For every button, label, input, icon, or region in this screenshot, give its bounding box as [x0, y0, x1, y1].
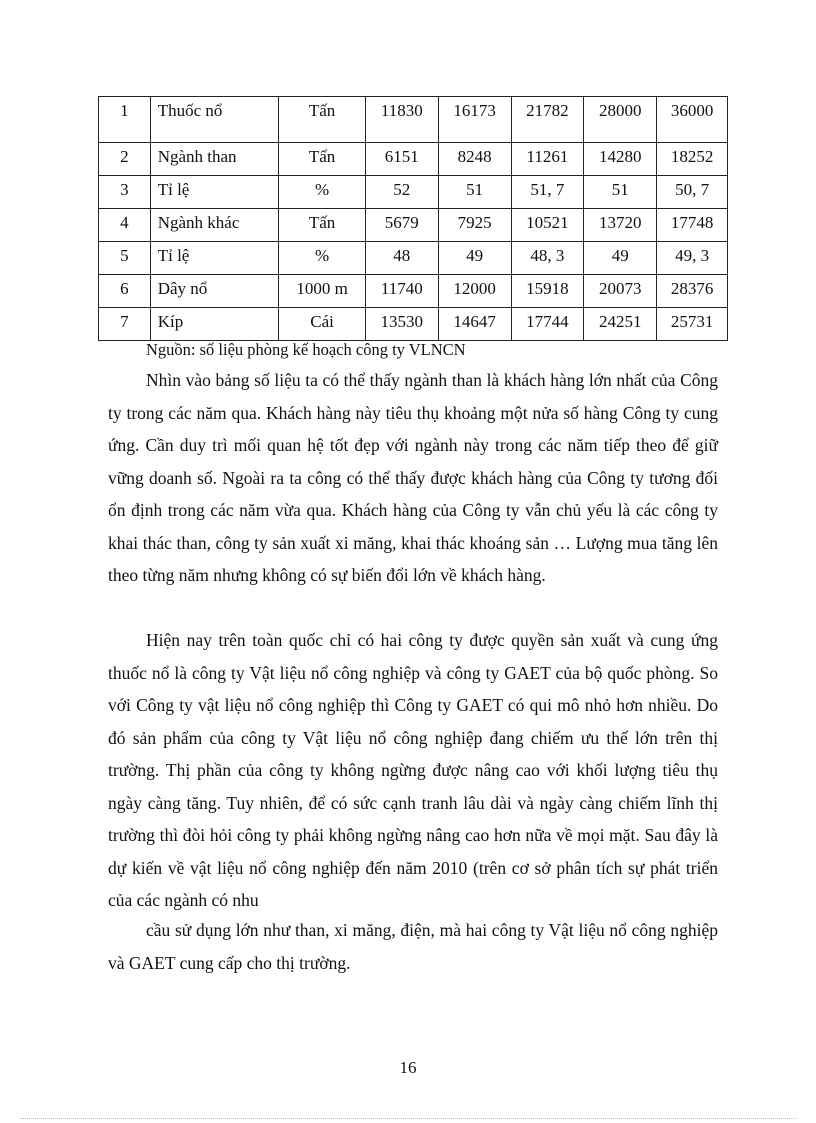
- row-number-cell: 4: [99, 209, 151, 242]
- value-cell: 36000: [657, 97, 728, 143]
- row-number-cell: 3: [99, 176, 151, 209]
- table-row: [99, 209, 728, 242]
- value-cell: 18252: [657, 143, 728, 176]
- value-cell: 49, 3: [657, 242, 728, 275]
- value-cell: 12000: [438, 275, 511, 308]
- row-number-cell: 7: [99, 308, 151, 341]
- item-name-cell: Tỉ lệ: [150, 242, 279, 275]
- table-row: [99, 275, 728, 308]
- value-cell: 28000: [584, 97, 657, 143]
- table-row: [99, 143, 728, 176]
- paragraph-3: [108, 914, 718, 979]
- unit-cell: 1000 m: [279, 275, 366, 308]
- value-cell: 20073: [584, 275, 657, 308]
- value-cell: 51: [584, 176, 657, 209]
- value-cell: 10521: [511, 209, 584, 242]
- value-cell: 28376: [657, 275, 728, 308]
- value-cell: 16173: [438, 97, 511, 143]
- paragraph-1-text: Nhìn vào bảng số liệu ta có thể thấy ngành than là khách hàng lớn nhất của Công ty trong các năm qua. Khách hàng này tiêu thụ khoảng một nửa số hàng Công ty cung ứng. Cần duy trì mối quan hệ tốt đẹp với ngành này trong các năm tiếp theo để giữ vững doanh số. Ngoài ra ta công có thể thấy được khách hàng của Công ty tương đối ổn định trong các năm vừa qua. Khách hàng của Công ty vẫn chủ yếu là các công ty khai thác than, công ty sản xuất xi măng, khai thác khoáng sản … Lượng mua tăng lên theo từng năm nhưng không có sự biến đổi lớn về khách hàng.: [108, 370, 718, 585]
- value-cell: 14647: [438, 308, 511, 341]
- page-number: 16: [399, 1058, 417, 1077]
- value-cell: 11740: [365, 275, 438, 308]
- value-cell: 14280: [584, 143, 657, 176]
- row-number-cell: 5: [99, 242, 151, 275]
- paragraph-1: [108, 364, 718, 592]
- value-cell: 7925: [438, 209, 511, 242]
- value-cell: 25731: [657, 308, 728, 341]
- value-cell: 48: [365, 242, 438, 275]
- paragraph-2: [108, 624, 718, 917]
- value-cell: 21782: [511, 97, 584, 143]
- item-name-cell: Dây nổ: [150, 275, 279, 308]
- paragraph-3-text: cầu sử dụng lớn như than, xi măng, điện, mà hai công ty Vật liệu nổ công nghiệp và GAET cung cấp cho thị trường.: [108, 920, 718, 973]
- value-cell: 8248: [438, 143, 511, 176]
- page-bottom-rule: [20, 1118, 796, 1119]
- value-cell: 11261: [511, 143, 584, 176]
- value-cell: 48, 3: [511, 242, 584, 275]
- row-number-cell: 1: [99, 97, 151, 143]
- value-cell: 50, 7: [657, 176, 728, 209]
- unit-cell: Tấn: [279, 97, 366, 143]
- value-cell: 15918: [511, 275, 584, 308]
- value-cell: 52: [365, 176, 438, 209]
- value-cell: 6151: [365, 143, 438, 176]
- row-number-cell: 6: [99, 275, 151, 308]
- value-cell: 11830: [365, 97, 438, 143]
- item-name-cell: Tỉ lệ: [150, 176, 279, 209]
- value-cell: 51: [438, 176, 511, 209]
- value-cell: 17748: [657, 209, 728, 242]
- item-name-cell: Thuốc nổ: [150, 97, 279, 143]
- value-cell: 13530: [365, 308, 438, 341]
- unit-cell: %: [279, 176, 366, 209]
- item-name-cell: Ngành khác: [150, 209, 279, 242]
- unit-cell: Tấn: [279, 209, 366, 242]
- value-cell: 49: [584, 242, 657, 275]
- value-cell: 13720: [584, 209, 657, 242]
- row-number-cell: 2: [99, 143, 151, 176]
- value-cell: 49: [438, 242, 511, 275]
- unit-cell: %: [279, 242, 366, 275]
- table-row: [99, 97, 728, 143]
- unit-cell: Cái: [279, 308, 366, 341]
- table-row: [99, 176, 728, 209]
- data-table: [98, 96, 728, 341]
- table-source-note: Nguồn: số liệu phòng kế hoạch công ty VLNCN: [146, 340, 466, 359]
- unit-cell: Tấn: [279, 143, 366, 176]
- value-cell: 17744: [511, 308, 584, 341]
- item-name-cell: Ngành than: [150, 143, 279, 176]
- value-cell: 51, 7: [511, 176, 584, 209]
- value-cell: 24251: [584, 308, 657, 341]
- value-cell: 5679: [365, 209, 438, 242]
- paragraph-2-text: Hiện nay trên toàn quốc chỉ có hai công ty được quyền sản xuất và cung ứng thuốc nổ là công ty Vật liệu nổ công nghiệp và công ty GAET của bộ quốc phòng. So với Công ty vật liệu nổ công nghiệp thì Công ty GAET có qui mô nhỏ hơn nhiều. Do đó sản phẩm của công ty Vật liệu nổ công nghiệp đang chiếm ưu thế lớn trên thị trường. Thị phần của công ty không ngừng được nâng cao với khối lượng tiêu thụ ngày càng tăng. Tuy nhiên, để có sức cạnh tranh lâu dài và ngày càng chiếm lĩnh thị trường thì đòi hỏi công ty phải không ngừng nâng cao hơn nữa về mọi mặt. Sau đây là dự kiến về vật liệu nổ công nghiệp đến năm 2010 (trên cơ sở phân tích sự phát triển của các ngành có nhu: [108, 630, 718, 910]
- table-row: [99, 308, 728, 341]
- item-name-cell: Kíp: [150, 308, 279, 341]
- table-row: [99, 242, 728, 275]
